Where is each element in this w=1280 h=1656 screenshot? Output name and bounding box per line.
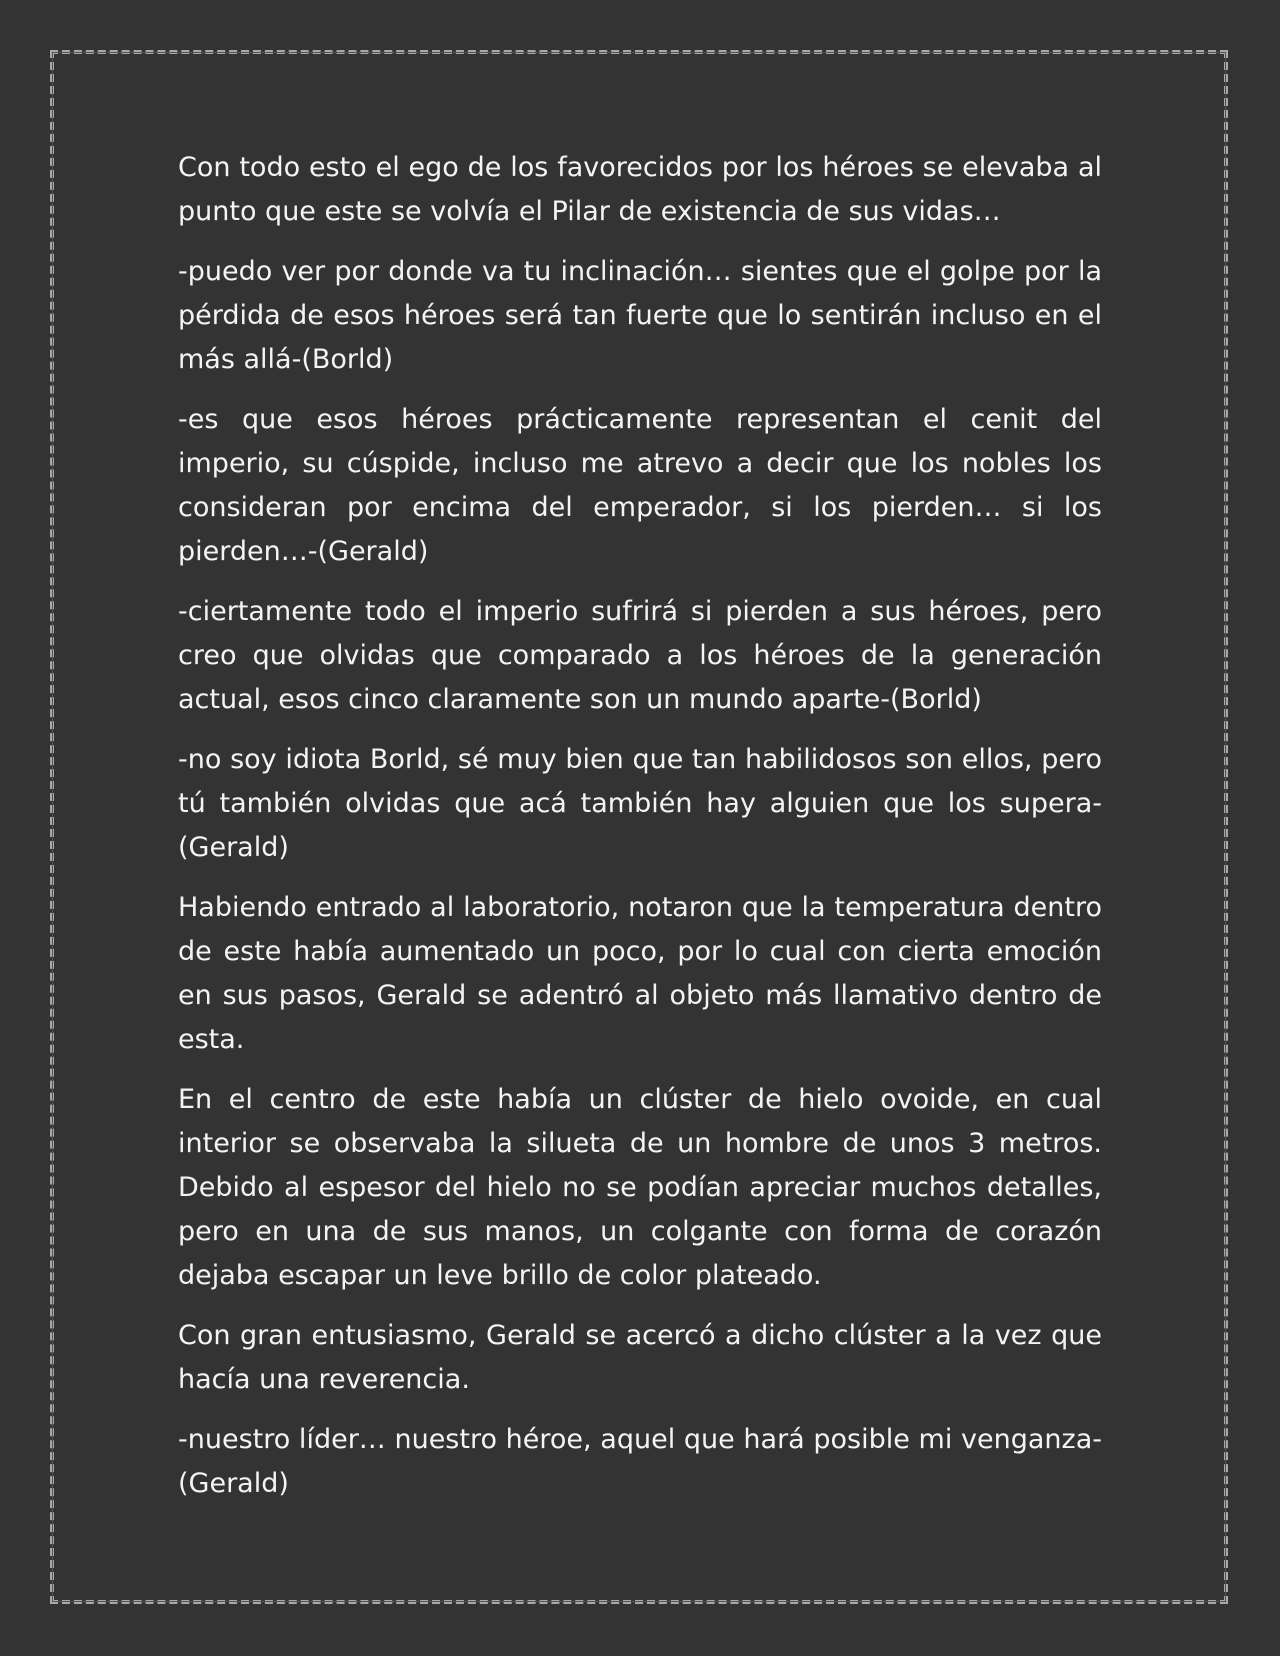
paragraph-4: -ciertamente todo el imperio sufrirá si pierden a sus héroes, pero creo que olvidas que comparado a los héroes de la generación actual, esos cinco claramente son un mundo aparte-(Borld) [178, 596, 1102, 715]
paragraph-3: -es que esos héroes prácticamente representan el cenit del imperio, su cúspide, incluso me atrevo a decir que los nobles los consideran por encima del emperador, si los pierden… si los pierden…-(Gerald) [178, 404, 1102, 567]
paragraph-7: En el centro de este había un clúster de hielo ovoide, en cual interior se observaba la silueta de un hombre de unos 3 metros. Debido al espesor del hielo no se podían apreciar muchos detalles, pero en una de sus manos, un colgante con forma de corazón dejaba escapar un leve brillo de color plateado. [178, 1084, 1102, 1291]
paragraph-5: -no soy idiota Borld, sé muy bien que tan habilidosos son ellos, pero tú también olvidas que acá también hay alguien que los supera-(Gerald) [178, 744, 1102, 863]
paragraph-1: Con todo esto el ego de los favorecidos por los héroes se elevaba al punto que este se volvía el Pilar de existencia de sus vidas… [178, 152, 1102, 227]
paragraph-6: Habiendo entrado al laboratorio, notaron que la temperatura dentro de este había aumentado un poco, por lo cual con cierta emoción en sus pasos, Gerald se adentró al objeto más llamativo dentro de esta. [178, 892, 1102, 1055]
paragraph-8: Con gran entusiasmo, Gerald se acercó a dicho clúster a la vez que hacía una reverencia. [178, 1320, 1102, 1395]
paragraph-2: -puedo ver por donde va tu inclinación… sientes que el golpe por la pérdida de esos héroes será tan fuerte que lo sentirán incluso en el más allá-(Borld) [178, 256, 1102, 375]
body-text [178, 146, 1102, 1522]
paragraph-9: -nuestro líder… nuestro héroe, aquel que hará posible mi venganza-(Gerald) [178, 1424, 1102, 1499]
